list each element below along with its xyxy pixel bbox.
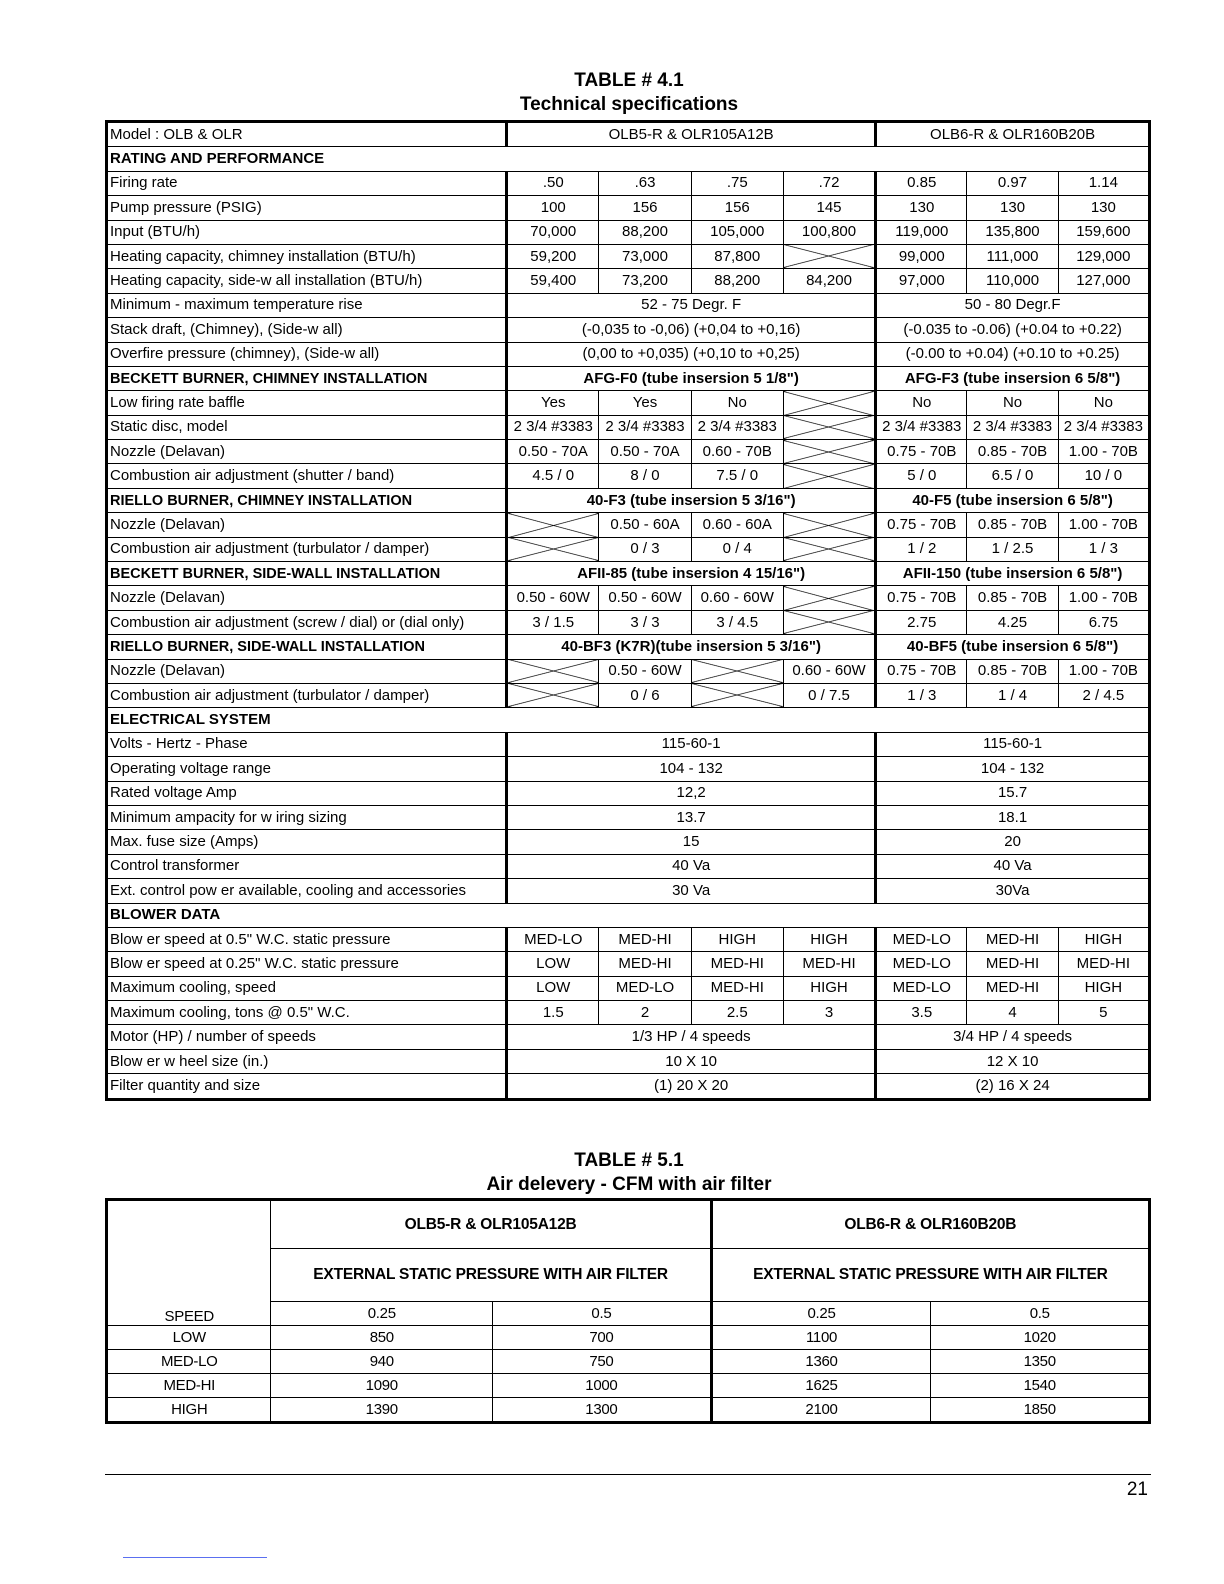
model-header-row xyxy=(107,1200,1150,1249)
table-cell: MED-HI xyxy=(107,1374,271,1398)
table-cell: 0.60 - 70B xyxy=(691,440,783,464)
table-cell: EXTERNAL STATIC PRESSURE WITH AIR FILTER xyxy=(711,1249,1149,1302)
table-cell: (2) 16 X 24 xyxy=(876,1074,1150,1099)
table-cell: Yes xyxy=(507,391,599,415)
table-cell: 2 3/4 #3383 xyxy=(599,415,691,439)
table-cell: 1.14 xyxy=(1058,171,1149,195)
table-cell: 18.1 xyxy=(876,805,1150,829)
section-header-row xyxy=(107,903,1150,927)
table-cell: MED-HI xyxy=(967,976,1058,1000)
table-cell: Blow er speed at 0.25" W.C. static pressure xyxy=(107,952,507,976)
table-row xyxy=(107,464,1150,488)
crossed-out-cell xyxy=(783,440,875,464)
table-cell: Stack draft, (Chimney), (Side-w all) xyxy=(107,318,507,342)
table-cell: 0.5 xyxy=(493,1302,712,1326)
crossed-out-cell xyxy=(507,683,599,707)
table-cell: 1390 xyxy=(271,1398,493,1423)
table-cell: 100 xyxy=(507,196,599,220)
table-cell: 850 xyxy=(271,1326,493,1350)
table-cell: 7.5 / 0 xyxy=(691,464,783,488)
table-row xyxy=(107,683,1150,707)
section-header-row xyxy=(107,147,1150,171)
table-cell: 20 xyxy=(876,830,1150,854)
crossed-out-cell xyxy=(783,610,875,634)
table-cell: Static disc, model xyxy=(107,415,507,439)
table-cell: 1100 xyxy=(711,1326,931,1350)
table-cell: No xyxy=(691,391,783,415)
table-cell: MED-LO xyxy=(107,1350,271,1374)
table-cell: 88,200 xyxy=(599,220,691,244)
table-cell: 97,000 xyxy=(876,269,967,293)
table-cell: No xyxy=(1058,391,1149,415)
table-row xyxy=(107,805,1150,829)
table-cell: 1625 xyxy=(711,1374,931,1398)
table-cell: MED-HI xyxy=(967,952,1058,976)
table-row xyxy=(107,927,1150,951)
table-cell xyxy=(107,1249,271,1302)
table-cell: (-0.035 to -0.06) (+0.04 to +0.22) xyxy=(876,318,1150,342)
table-row xyxy=(107,1001,1150,1025)
burner-model: AFII-85 (tube insersion 4 15/16") xyxy=(507,562,876,586)
table-cell: Volts - Hertz - Phase xyxy=(107,732,507,756)
table-cell: 1.5 xyxy=(507,1001,599,1025)
table-cell: 1 / 3 xyxy=(876,683,967,707)
table-cell: 0.25 xyxy=(711,1302,931,1326)
table-cell: .63 xyxy=(599,171,691,195)
table-cell: 50 - 80 Degr.F xyxy=(876,293,1150,317)
table-cell: Input (BTU/h) xyxy=(107,220,507,244)
table-cell: 12,2 xyxy=(507,781,876,805)
table-row xyxy=(107,513,1150,537)
table-cell: 10 / 0 xyxy=(1058,464,1149,488)
table-row xyxy=(107,537,1150,561)
table-row xyxy=(107,1398,1150,1423)
table-cell: (-0.00 to +0.04) (+0.10 to +0.25) xyxy=(876,342,1150,366)
table-cell: Nozzle (Delavan) xyxy=(107,586,507,610)
table-cell: Overfire pressure (chimney), (Side-w all) xyxy=(107,342,507,366)
table-cell: HIGH xyxy=(783,927,875,951)
table-cell: Model : OLB & OLR xyxy=(107,122,507,147)
table-cell: 0.50 - 60W xyxy=(599,586,691,610)
table-cell: 0.97 xyxy=(967,171,1058,195)
burner-model: AFG-F3 (tube insersion 6 5/8") xyxy=(876,366,1150,390)
table-cell: Firing rate xyxy=(107,171,507,195)
table-row xyxy=(107,415,1150,439)
table-row xyxy=(107,586,1150,610)
table-cell: MED-HI xyxy=(599,952,691,976)
crossed-out-cell xyxy=(783,391,875,415)
table-cell: 3 / 3 xyxy=(599,610,691,634)
table-cell: 40 Va xyxy=(876,854,1150,878)
crossed-out-cell xyxy=(507,537,599,561)
table-cell: 0 / 7.5 xyxy=(783,683,875,707)
table-cell: Yes xyxy=(599,391,691,415)
table-cell: 130 xyxy=(876,196,967,220)
table-row xyxy=(107,171,1150,195)
crossed-out-cell xyxy=(783,537,875,561)
table-cell: MED-HI xyxy=(783,952,875,976)
table-cell: Operating voltage range xyxy=(107,757,507,781)
table-cell: MED-LO xyxy=(599,976,691,1000)
table-cell: Rated voltage Amp xyxy=(107,781,507,805)
footer-divider xyxy=(105,1474,1151,1475)
table-cell: MED-LO xyxy=(876,952,967,976)
table-cell: 1 / 2.5 xyxy=(967,537,1058,561)
table-cell: 129,000 xyxy=(1058,244,1149,268)
table-cell: Nozzle (Delavan) xyxy=(107,659,507,683)
table-row xyxy=(107,1374,1150,1398)
table-cell: 30Va xyxy=(876,879,1150,903)
table-cell: MED-HI xyxy=(691,976,783,1000)
table-cell: 1020 xyxy=(931,1326,1150,1350)
table-cell: 2 3/4 #3383 xyxy=(967,415,1058,439)
table-cell: 104 - 132 xyxy=(507,757,876,781)
table-cell: 3 / 1.5 xyxy=(507,610,599,634)
table-cell: 0.75 - 70B xyxy=(876,513,967,537)
crossed-out-cell xyxy=(783,513,875,537)
table-row xyxy=(107,269,1150,293)
table-cell: LOW xyxy=(107,1326,271,1350)
table-cell: 100,800 xyxy=(783,220,875,244)
table-cell: 40 Va xyxy=(507,854,876,878)
table-cell: 0.60 - 60W xyxy=(783,659,875,683)
table-cell: 2 3/4 #3383 xyxy=(1058,415,1149,439)
table-row xyxy=(107,879,1150,903)
table-4-1-title: TABLE # 4.1 xyxy=(574,70,684,91)
table-cell: 1.00 - 70B xyxy=(1058,659,1149,683)
table-cell: Blow er speed at 0.5" W.C. static pressure xyxy=(107,927,507,951)
table-cell: 1 / 3 xyxy=(1058,537,1149,561)
table-cell: 104 - 132 xyxy=(876,757,1150,781)
table-cell: 52 - 75 Degr. F xyxy=(507,293,876,317)
table-cell: OLB5-R & OLR105A12B xyxy=(271,1200,711,1249)
table-cell: Combustion air adjustment (shutter / band) xyxy=(107,464,507,488)
table-cell: 1350 xyxy=(931,1350,1150,1374)
table-row xyxy=(107,196,1150,220)
table-cell: 1.00 - 70B xyxy=(1058,440,1149,464)
table-cell: 750 xyxy=(493,1350,712,1374)
table-cell: 130 xyxy=(1058,196,1149,220)
table-cell: 145 xyxy=(783,196,875,220)
table-cell: 1090 xyxy=(271,1374,493,1398)
table-row xyxy=(107,318,1150,342)
table-cell: 4.5 / 0 xyxy=(507,464,599,488)
table-cell: 73,000 xyxy=(599,244,691,268)
table-cell: Combustion air adjustment (turbulator / damper) xyxy=(107,683,507,707)
table-cell: Max. fuse size (Amps) xyxy=(107,830,507,854)
table-cell: MED-HI xyxy=(691,952,783,976)
table-cell: 0.60 - 60A xyxy=(691,513,783,537)
table-cell: SPEED xyxy=(107,1302,271,1326)
burner-model: AFG-F0 (tube insersion 5 1/8") xyxy=(507,366,876,390)
table-cell: HIGH xyxy=(783,976,875,1000)
burner-model: 40-F3 (tube insersion 5 3/16") xyxy=(507,488,876,512)
table-cell: 1000 xyxy=(493,1374,712,1398)
table-cell: 10 X 10 xyxy=(507,1049,876,1073)
table-cell: No xyxy=(876,391,967,415)
table-cell: 1 / 4 xyxy=(967,683,1058,707)
table-cell: Nozzle (Delavan) xyxy=(107,513,507,537)
table-cell: OLB5-R & OLR105A12B xyxy=(507,122,876,147)
table-cell: 0.75 - 70B xyxy=(876,659,967,683)
table-cell: Combustion air adjustment (screw / dial) or (dial only) xyxy=(107,610,507,634)
crossed-out-cell xyxy=(783,415,875,439)
table-cell: 1850 xyxy=(931,1398,1150,1423)
table-cell: Maximum cooling, tons @ 0.5" W.C. xyxy=(107,1001,507,1025)
table-cell: HIGH xyxy=(1058,976,1149,1000)
table-cell: 0.85 xyxy=(876,171,967,195)
table-cell: MED-HI xyxy=(967,927,1058,951)
table-row xyxy=(107,1025,1150,1049)
table-cell: Nozzle (Delavan) xyxy=(107,440,507,464)
table-cell: 0.50 - 70A xyxy=(599,440,691,464)
table-cell: 59,200 xyxy=(507,244,599,268)
table-cell: .50 xyxy=(507,171,599,195)
table-cell: Minimum ampacity for w iring sizing xyxy=(107,805,507,829)
table-cell: 0.50 - 60A xyxy=(599,513,691,537)
table-cell: 30 Va xyxy=(507,879,876,903)
table-cell: 159,600 xyxy=(1058,220,1149,244)
table-cell: .72 xyxy=(783,171,875,195)
table-cell: 940 xyxy=(271,1350,493,1374)
table-row xyxy=(107,830,1150,854)
table-cell: 0.50 - 60W xyxy=(599,659,691,683)
table-cell: 0.85 - 70B xyxy=(967,659,1058,683)
table-cell: 1300 xyxy=(493,1398,712,1423)
table-cell: 1360 xyxy=(711,1350,931,1374)
crossed-out-cell xyxy=(783,586,875,610)
footnote-link-line xyxy=(123,1557,267,1558)
table-row xyxy=(107,854,1150,878)
table-cell: MED-LO xyxy=(507,927,599,951)
table-cell: 115-60-1 xyxy=(507,732,876,756)
table-cell: EXTERNAL STATIC PRESSURE WITH AIR FILTER xyxy=(271,1249,711,1302)
table-cell: 70,000 xyxy=(507,220,599,244)
table-cell: 115-60-1 xyxy=(876,732,1150,756)
section-header-row xyxy=(107,635,1150,659)
table-cell: Combustion air adjustment (turbulator / damper) xyxy=(107,537,507,561)
table-cell: 2.75 xyxy=(876,610,967,634)
table-cell: Pump pressure (PSIG) xyxy=(107,196,507,220)
table-cell: 0.85 - 70B xyxy=(967,440,1058,464)
table-cell: .75 xyxy=(691,171,783,195)
table-cell: Control transformer xyxy=(107,854,507,878)
table-cell: 111,000 xyxy=(967,244,1058,268)
table-cell: 2 xyxy=(599,1001,691,1025)
table-cell: 2 3/4 #3383 xyxy=(507,415,599,439)
crossed-out-cell xyxy=(691,683,783,707)
technical-specifications-table xyxy=(105,120,1151,1101)
table-cell: 15.7 xyxy=(876,781,1150,805)
pressure-header-row xyxy=(107,1249,1150,1302)
table-cell: Minimum - maximum temperature rise xyxy=(107,293,507,317)
table-cell: 12 X 10 xyxy=(876,1049,1150,1073)
table-row xyxy=(107,781,1150,805)
table-cell: LOW xyxy=(507,976,599,1000)
table-cell: MED-LO xyxy=(876,927,967,951)
table-cell: 110,000 xyxy=(967,269,1058,293)
section-header-row xyxy=(107,562,1150,586)
table-cell: MED-HI xyxy=(599,927,691,951)
table-cell: Ext. control pow er available, cooling and accessories xyxy=(107,879,507,903)
table-row xyxy=(107,757,1150,781)
table-cell: (0,00 to +0,035) (+0,10 to +0,25) xyxy=(507,342,876,366)
table-cell: 0.60 - 60W xyxy=(691,586,783,610)
burner-model: AFII-150 (tube insersion 6 5/8") xyxy=(876,562,1150,586)
table-row xyxy=(107,1049,1150,1073)
section-title: RIELLO BURNER, CHIMNEY INSTALLATION xyxy=(107,488,507,512)
burner-model: 40-BF5 (tube insersion 6 5/8") xyxy=(876,635,1150,659)
table-cell: Maximum cooling, speed xyxy=(107,976,507,1000)
section-title: ELECTRICAL SYSTEM xyxy=(107,708,1150,732)
table-cell: Blow er w heel size (in.) xyxy=(107,1049,507,1073)
page-number: 21 xyxy=(1126,1479,1148,1500)
table-row xyxy=(107,1074,1150,1099)
table-cell: 8 / 0 xyxy=(599,464,691,488)
table-cell: 0 / 3 xyxy=(599,537,691,561)
table-cell: 0 / 6 xyxy=(599,683,691,707)
table-5-1-subtitle: Air delevery - CFM with air filter xyxy=(486,1174,772,1195)
table-cell: OLB6-R & OLR160B20B xyxy=(876,122,1150,147)
table-row xyxy=(107,1326,1150,1350)
table-cell: 1.00 - 70B xyxy=(1058,513,1149,537)
table-cell: 127,000 xyxy=(1058,269,1149,293)
table-row xyxy=(107,391,1150,415)
table-cell: 2 3/4 #3383 xyxy=(691,415,783,439)
table-cell xyxy=(107,1200,271,1249)
table-cell: (-0,035 to -0,06) (+0,04 to +0,16) xyxy=(507,318,876,342)
table-cell: 2 / 4.5 xyxy=(1058,683,1149,707)
table-row xyxy=(107,732,1150,756)
crossed-out-cell xyxy=(507,659,599,683)
burner-model: 40-BF3 (K7R)(tube insersion 5 3/16") xyxy=(507,635,876,659)
table-cell: 6.5 / 0 xyxy=(967,464,1058,488)
table-cell: 4 xyxy=(967,1001,1058,1025)
table-cell: 0 / 4 xyxy=(691,537,783,561)
table-cell: 0.25 xyxy=(271,1302,493,1326)
table-cell: 135,800 xyxy=(967,220,1058,244)
table-cell: Motor (HP) / number of speeds xyxy=(107,1025,507,1049)
table-cell: 105,000 xyxy=(691,220,783,244)
table-cell: 2.5 xyxy=(691,1001,783,1025)
table-cell: HIGH xyxy=(107,1398,271,1423)
table-5-1-title: TABLE # 5.1 xyxy=(574,1150,684,1171)
section-title: BECKETT BURNER, SIDE-WALL INSTALLATION xyxy=(107,562,507,586)
table-cell: 5 / 0 xyxy=(876,464,967,488)
table-cell: Filter quantity and size xyxy=(107,1074,507,1099)
table-row xyxy=(107,342,1150,366)
table-cell: 0.50 - 60W xyxy=(507,586,599,610)
table-cell: 0.50 - 70A xyxy=(507,440,599,464)
section-header-row xyxy=(107,366,1150,390)
table-cell: 4.25 xyxy=(967,610,1058,634)
table-cell: 1 / 2 xyxy=(876,537,967,561)
table-cell: HIGH xyxy=(1058,927,1149,951)
table-cell: 3 xyxy=(783,1001,875,1025)
table-row xyxy=(107,293,1150,317)
table-cell: Low firing rate baffle xyxy=(107,391,507,415)
table-cell: 59,400 xyxy=(507,269,599,293)
table-cell: No xyxy=(967,391,1058,415)
air-delivery-table xyxy=(105,1198,1151,1424)
table-cell: 5 xyxy=(1058,1001,1149,1025)
crossed-out-cell xyxy=(507,513,599,537)
table-cell: MED-LO xyxy=(876,976,967,1000)
section-title: RATING AND PERFORMANCE xyxy=(107,147,1150,171)
crossed-out-cell xyxy=(691,659,783,683)
burner-model: 40-F5 (tube insersion 6 5/8") xyxy=(876,488,1150,512)
table-cell: 0.75 - 70B xyxy=(876,586,967,610)
model-row xyxy=(107,122,1150,147)
table-cell: 15 xyxy=(507,830,876,854)
table-cell: 87,800 xyxy=(691,244,783,268)
table-row xyxy=(107,440,1150,464)
table-cell: 0.5 xyxy=(931,1302,1150,1326)
table-cell: 0.75 - 70B xyxy=(876,440,967,464)
table-cell: 13.7 xyxy=(507,805,876,829)
section-title: RIELLO BURNER, SIDE-WALL INSTALLATION xyxy=(107,635,507,659)
table-cell: 1.00 - 70B xyxy=(1058,586,1149,610)
section-title: BLOWER DATA xyxy=(107,903,1150,927)
table-cell: 3/4 HP / 4 speeds xyxy=(876,1025,1150,1049)
section-title: BECKETT BURNER, CHIMNEY INSTALLATION xyxy=(107,366,507,390)
table-row xyxy=(107,952,1150,976)
table-row xyxy=(107,976,1150,1000)
table-cell: 2100 xyxy=(711,1398,931,1423)
table-cell: 6.75 xyxy=(1058,610,1149,634)
table-cell: 700 xyxy=(493,1326,712,1350)
table-row xyxy=(107,1350,1150,1374)
table-cell: 73,200 xyxy=(599,269,691,293)
table-row xyxy=(107,610,1150,634)
table-cell: 119,000 xyxy=(876,220,967,244)
table-row xyxy=(107,659,1150,683)
table-cell: 0.85 - 70B xyxy=(967,586,1058,610)
table-cell: 156 xyxy=(599,196,691,220)
table-row xyxy=(107,244,1150,268)
table-cell: 2 3/4 #3383 xyxy=(876,415,967,439)
table-cell: 3.5 xyxy=(876,1001,967,1025)
table-cell: 130 xyxy=(967,196,1058,220)
table-cell: 1540 xyxy=(931,1374,1150,1398)
section-header-row xyxy=(107,488,1150,512)
table-4-1-subtitle: Technical specifications xyxy=(519,94,739,115)
table-cell: 3 / 4.5 xyxy=(691,610,783,634)
table-cell: Heating capacity, chimney installation (BTU/h) xyxy=(107,244,507,268)
table-cell: MED-HI xyxy=(1058,952,1149,976)
crossed-out-cell xyxy=(783,244,875,268)
crossed-out-cell xyxy=(783,464,875,488)
table-cell: Heating capacity, side-w all installation (BTU/h) xyxy=(107,269,507,293)
table-cell: HIGH xyxy=(691,927,783,951)
column-header-row xyxy=(107,1302,1150,1326)
table-cell: OLB6-R & OLR160B20B xyxy=(711,1200,1149,1249)
table-cell: 99,000 xyxy=(876,244,967,268)
table-cell: 84,200 xyxy=(783,269,875,293)
table-row xyxy=(107,220,1150,244)
table-cell: LOW xyxy=(507,952,599,976)
table-cell: 0.85 - 70B xyxy=(967,513,1058,537)
section-header-row xyxy=(107,708,1150,732)
table-cell: 156 xyxy=(691,196,783,220)
table-cell: 88,200 xyxy=(691,269,783,293)
table-cell: 1/3 HP / 4 speeds xyxy=(507,1025,876,1049)
table-cell: (1) 20 X 20 xyxy=(507,1074,876,1099)
